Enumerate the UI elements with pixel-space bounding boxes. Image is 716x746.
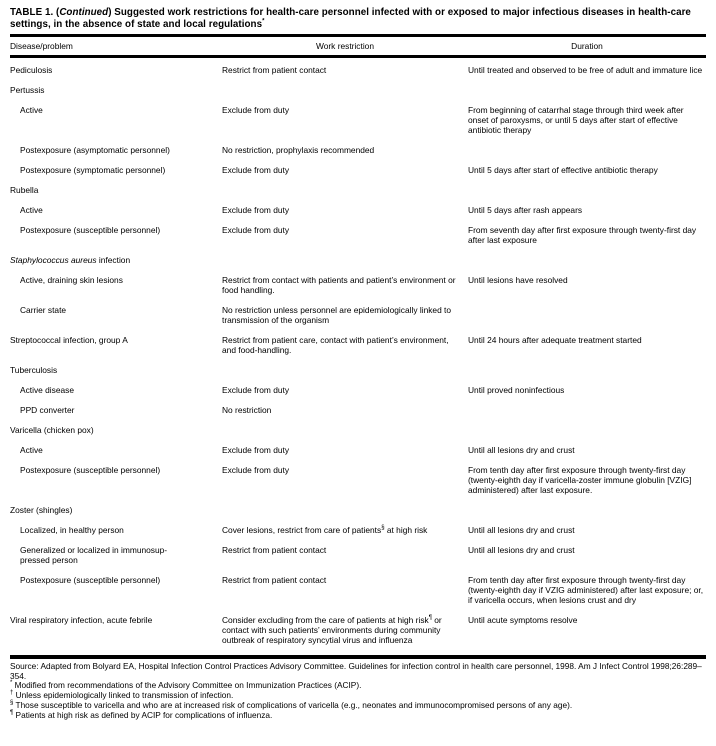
table-row <box>10 165 706 175</box>
cell-work-restriction: Restrict from patient contact <box>222 65 327 75</box>
cell-disease: Varicella (chicken pox) <box>10 425 94 435</box>
cell-disease: PPD converter <box>20 405 75 415</box>
table-row <box>10 335 706 355</box>
cell-duration: Until all lesions dry and crust <box>468 445 575 455</box>
table-body <box>10 58 706 645</box>
cell-disease: Active, draining skin lesions <box>20 275 123 285</box>
cell-work-restriction: Restrict from patient contact <box>222 575 327 585</box>
cell-disease: Postexposure (susceptible personnel) <box>20 575 161 585</box>
footnote-marker: § <box>10 700 14 707</box>
cell-work-restriction: Restrict from contact with patients and patient’s environment or food handling. <box>222 275 456 295</box>
column-header-disease: Disease/problem <box>10 41 73 51</box>
column-header-duration: Duration <box>571 41 603 51</box>
table-row <box>10 385 706 395</box>
cell-duration <box>468 405 706 415</box>
cell-disease: Active disease <box>20 385 74 395</box>
cell-duration: Until acute symptoms resolve <box>468 615 578 625</box>
cell-work-restriction: Cover lesions, restrict from care of patients§ at high risk <box>222 525 428 535</box>
cell-disease: Tuberculosis <box>10 365 58 375</box>
cell-work-restriction: Exclude from duty <box>222 165 290 175</box>
footnote-marker: * <box>10 680 13 687</box>
cell-disease: Active <box>20 105 43 115</box>
cell-disease: Active <box>20 205 43 215</box>
cell-work-restriction: Consider excluding from the care of patients at high risk¶ or contact with such patients’ environments during community outbreak of respiratory syncytial virus and influenza <box>222 615 442 645</box>
cell-duration: Until treated and observed to be free of adult and immature lice <box>468 65 703 75</box>
cell-duration: Until proved noninfectious <box>468 385 565 395</box>
cell-work-restriction: No restriction unless personnel are epidemiologically linked to transmission of the organism <box>222 305 452 325</box>
footnote-marker: † <box>10 690 14 697</box>
table-row <box>10 145 706 155</box>
table-row <box>10 525 706 535</box>
cell-duration: Until 24 hours after adequate treatment started <box>468 335 642 345</box>
table-title: TABLE 1. (Continued) Suggested work restrictions for health-care personnel infected with or exposed to major infectious diseases in health-care settings, in the absence of state and local regulations* <box>10 7 691 30</box>
table-header-row <box>10 37 706 55</box>
column-header-work-restriction: Work restriction <box>315 41 374 51</box>
table-row <box>10 615 706 645</box>
cell-duration: From tenth day after first exposure through twenty-first day (twenty-eighth day if varicella-zoster immune globulin [VZIG] administered) after last exposure. <box>468 465 692 495</box>
table-row <box>10 575 706 605</box>
table-row <box>10 225 706 245</box>
table-footer <box>10 659 706 720</box>
cell-work-restriction: Exclude from duty <box>222 465 290 475</box>
cell-duration: Until 5 days after rash appears <box>468 205 583 215</box>
cell-work-restriction: Exclude from duty <box>222 105 290 115</box>
source-note: Source: Adapted from Bolyard EA, Hospital Infection Control Practices Advisory Committee. Guidelines for infection control in health care personnel, 1998. Am J Infect Control 1998;26:289–354. <box>10 661 702 681</box>
cell-disease: Viral respiratory infection, acute febrile <box>10 615 153 625</box>
cell-disease: Active <box>20 445 43 455</box>
cell-duration: Until all lesions dry and crust <box>468 525 575 535</box>
cell-work-restriction: Restrict from patient care, contact with patient’s environment, and food-handling. <box>222 335 449 355</box>
table-row <box>10 105 706 135</box>
footnote-list <box>10 681 706 720</box>
cell-disease: Generalized or localized in immunosup- pressed person <box>20 545 168 565</box>
cell-work-restriction: Exclude from duty <box>222 225 290 235</box>
cell-disease: Pediculosis <box>10 65 53 75</box>
footnote: * Modified from recommendations of the Advisory Committee on Immunization Practices (ACIP). <box>10 680 362 691</box>
table-group-row <box>10 185 706 195</box>
cell-duration: Until all lesions dry and crust <box>468 545 575 555</box>
cell-duration: Until lesions have resolved <box>468 275 568 285</box>
table-group-row <box>10 255 706 265</box>
cell-work-restriction: Exclude from duty <box>222 385 290 395</box>
cell-disease: Staphylococcus aureus infection <box>10 255 131 265</box>
cell-work-restriction: No restriction <box>222 405 272 415</box>
table-group-row <box>10 85 706 95</box>
table-row <box>10 545 706 565</box>
footnote: ¶ Patients at high risk as defined by ACIP for complications of influenza. <box>10 709 273 720</box>
cell-work-restriction: No restriction, prophylaxis recommended <box>222 145 375 155</box>
cell-duration <box>468 305 706 325</box>
footnote: † Unless epidemiologically linked to transmission of infection. <box>10 690 234 701</box>
cell-disease: Postexposure (asymptomatic personnel) <box>20 145 170 155</box>
cell-disease: Pertussis <box>10 85 45 95</box>
cell-disease: Zoster (shingles) <box>10 505 73 515</box>
cell-disease: Carrier state <box>20 305 67 315</box>
cell-work-restriction: Exclude from duty <box>222 205 290 215</box>
table-group-row <box>10 425 706 435</box>
cell-disease: Postexposure (susceptible personnel) <box>20 225 161 235</box>
cell-work-restriction: Restrict from patient contact <box>222 545 327 555</box>
cell-duration: Until 5 days after start of effective antibiotic therapy <box>468 165 658 175</box>
footnote-marker: ¶ <box>10 709 14 716</box>
cell-duration: From seventh day after first exposure through twenty-first day after last exposure <box>468 225 697 245</box>
cell-disease: Rubella <box>10 185 39 195</box>
table-row <box>10 405 706 415</box>
table-row <box>10 445 706 455</box>
cell-duration: From beginning of catarrhal stage through third week after onset of paroxysms, or until 5 days after start of effective antibiotic therapy <box>468 105 684 135</box>
table-row <box>10 65 706 75</box>
table-group-row <box>10 365 706 375</box>
cell-disease: Localized, in healthy person <box>20 525 124 535</box>
table-row <box>10 275 706 295</box>
cell-duration <box>468 145 706 155</box>
cell-work-restriction: Exclude from duty <box>222 445 290 455</box>
footnote: § Those susceptible to varicella and who are at increased risk of complications of varicella (e.g., neonates and immunocompromised persons of any age). <box>10 699 573 710</box>
cell-disease: Postexposure (symptomatic personnel) <box>20 165 166 175</box>
table-row <box>10 205 706 215</box>
cell-disease: Postexposure (susceptible personnel) <box>20 465 161 475</box>
cell-disease: Streptococcal infection, group A <box>10 335 128 345</box>
table-row <box>10 465 706 495</box>
cell-duration: From tenth day after first exposure through twenty-first day (twenty-eighth day if VZIG administered) after last exposure; or, if varicella occurs, when lesions crust and dry <box>468 575 704 605</box>
table-group-row <box>10 505 706 515</box>
table-row <box>10 305 706 325</box>
